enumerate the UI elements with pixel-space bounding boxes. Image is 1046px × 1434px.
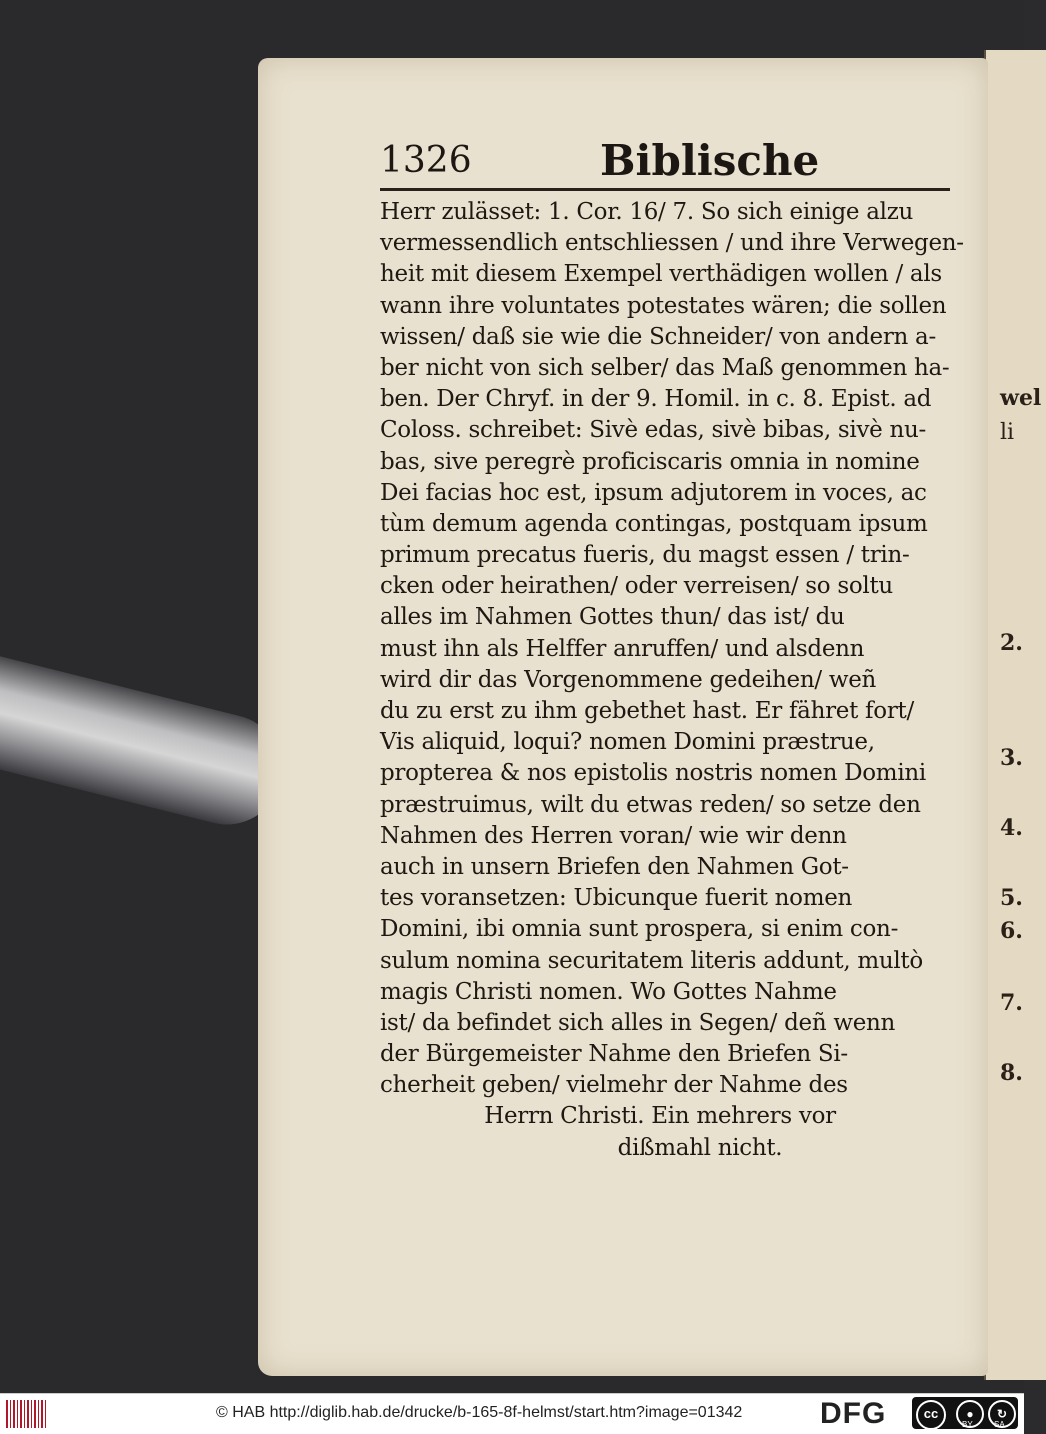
facing-fragment: 7.	[1000, 990, 1023, 1016]
footer-bar	[0, 1393, 1024, 1434]
text-line: wissen/ daß sie wie die Schneider/ von andern a-	[380, 323, 936, 350]
text-line: propterea & nos epistolis nostris nomen Domini	[380, 760, 926, 787]
by-label: BY	[962, 1420, 973, 1429]
text-line: sulum nomina securitatem literis addunt, multò	[380, 947, 923, 974]
text-line: Coloss. schreibet: Sivè edas, sivè bibas, sivè nu-	[380, 417, 926, 444]
text-line: Dei facias hoc est, ipsum adjutorem in voces, ac	[380, 479, 927, 506]
body-text	[380, 197, 964, 1164]
text-line: primum precatus fueris, du magst essen / trin-	[380, 542, 910, 569]
text-line: cken oder heirathen/ oder verreisen/ so soltu	[380, 573, 893, 600]
text-line: dißmahl nicht.	[617, 1134, 783, 1161]
text-line: wird dir das Vorgenommene gedeihen/ weñ	[380, 666, 877, 693]
dfg-logo: DFG	[820, 1397, 887, 1430]
facing-fragment: wel	[1000, 385, 1042, 411]
text-line: vermessendlich entschliessen / und ihre Verwegen-	[380, 230, 964, 257]
text-line: tùm demum agenda contingas, postquam ipsum	[380, 510, 928, 537]
text-line: bas, sive peregrè proficiscaris omnia in nomine	[380, 448, 920, 475]
text-line: must ihn als Helffer anruffen/ und alsdenn	[380, 635, 865, 662]
text-line: der Bürgemeister Nahme den Briefen Si-	[380, 1041, 848, 1068]
facing-fragment: 3.	[1000, 745, 1023, 771]
text-line: Vis aliquid, loqui? nomen Domini præstrue,	[380, 729, 875, 756]
cc-icon: cc	[916, 1400, 946, 1430]
running-head: Biblische	[600, 136, 820, 185]
text-line: tes voransetzen: Ubicunque fuerit nomen	[380, 885, 853, 912]
facing-fragment: 8.	[1000, 1060, 1023, 1086]
text-line: magis Christi nomen. Wo Gottes Nahme	[380, 978, 837, 1005]
by-icon: ●	[956, 1400, 984, 1428]
text-line: auch in unsern Briefen den Nahmen Got-	[380, 853, 849, 880]
text-line: Herrn Christi. Ein mehrers vor	[484, 1103, 836, 1130]
cc-license-badge[interactable]	[912, 1397, 1018, 1429]
text-line: ist/ da befindet sich alles in Segen/ deñ wenn	[380, 1009, 896, 1036]
text-line: alles im Nahmen Gottes thun/ das ist/ du	[380, 604, 845, 631]
facing-fragment: li	[1000, 420, 1015, 445]
text-line: ber nicht von sich selber/ das Maß genommen ha-	[380, 354, 950, 381]
text-line: Domini, ibi omnia sunt prospera, si enim con-	[380, 916, 899, 943]
facing-fragment: 5.	[1000, 885, 1023, 911]
header-rule	[380, 188, 950, 191]
text-line: ben. Der Chryf. in der 9. Homil. in c. 8. Epist. ad	[380, 386, 932, 413]
page-header	[380, 138, 950, 188]
text-line: heit mit diesem Exempel verthädigen wollen / als	[380, 261, 942, 288]
page-number: 1326	[380, 140, 472, 181]
text-line: cherheit geben/ vielmehr der Nahme des	[380, 1072, 848, 1099]
barcode-icon	[6, 1400, 48, 1428]
text-line: wann ihre voluntates potestates wären; die sollen	[380, 292, 947, 319]
text-line: præstruimus, wilt du etwas reden/ so setze den	[380, 791, 921, 818]
facing-fragment: 4.	[1000, 815, 1023, 841]
sa-label: SA	[994, 1420, 1005, 1429]
text-line: Herr zulässet: 1. Cor. 16/ 7. So sich einige alzu	[380, 199, 914, 225]
facing-page-edge	[984, 50, 1046, 1380]
facing-fragment: 6.	[1000, 918, 1023, 944]
sa-icon: ↻	[988, 1400, 1016, 1428]
glass-rod-artifact	[0, 650, 294, 837]
text-line: Nahmen des Herren voran/ wie wir denn	[380, 822, 847, 849]
facing-fragment: 2.	[1000, 630, 1023, 656]
credit-link[interactable]: © HAB http://diglib.hab.de/drucke/b-165-8f-helmst/start.htm?image=01342	[216, 1404, 743, 1421]
text-line: du zu erst zu ihm gebethet hast. Er fähret fort/	[380, 698, 914, 724]
